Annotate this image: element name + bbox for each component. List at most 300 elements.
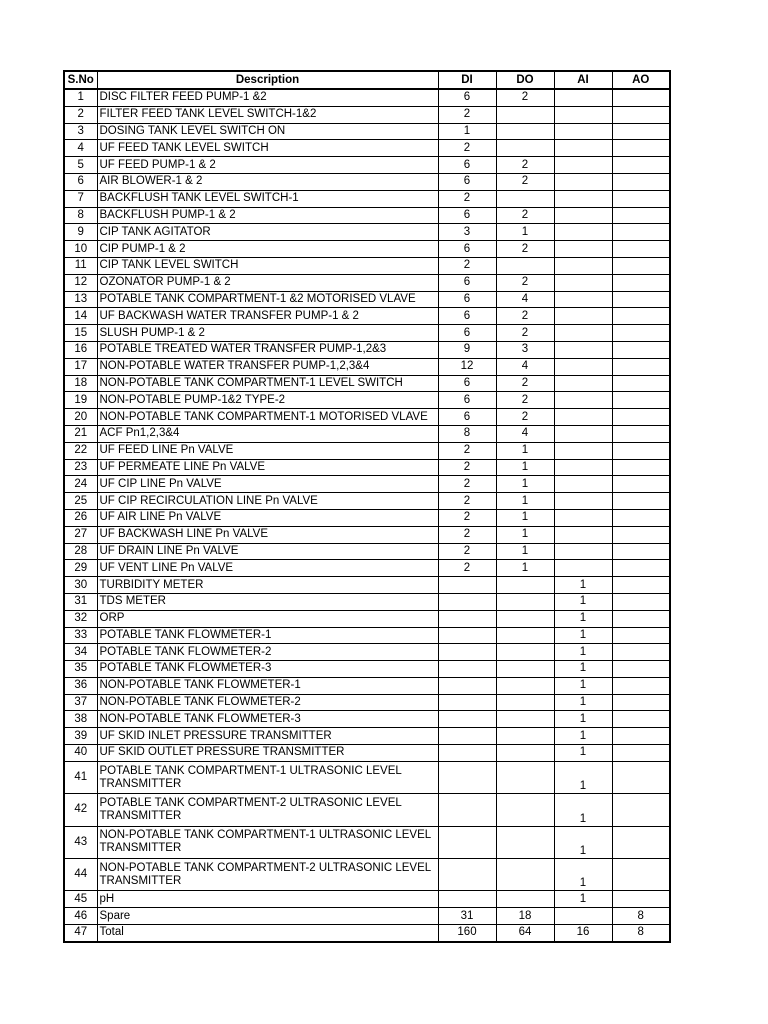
cell-ao: 8 (612, 908, 670, 925)
cell-sno: 35 (64, 661, 97, 678)
cell-description: UF BACKWASH WATER TRANSFER PUMP-1 & 2 (97, 308, 438, 325)
table-row (64, 859, 670, 891)
cell-ai (554, 526, 612, 543)
table-row (64, 610, 670, 627)
cell-ao (612, 157, 670, 174)
cell-di (438, 728, 496, 745)
cell-sno: 16 (64, 341, 97, 358)
cell-sno: 11 (64, 257, 97, 274)
cell-description: NON-POTABLE TANK FLOWMETER-1 (97, 677, 438, 694)
cell-do: 2 (496, 274, 554, 291)
cell-ao (612, 325, 670, 342)
cell-sno: 12 (64, 274, 97, 291)
cell-description: NON-POTABLE TANK COMPARTMENT-2 ULTRASONIC LEVEL TRANSMITTER (97, 859, 438, 891)
cell-ai (554, 560, 612, 577)
cell-do: 1 (496, 509, 554, 526)
cell-sno: 37 (64, 694, 97, 711)
cell-description: Spare (97, 908, 438, 925)
cell-di: 2 (438, 442, 496, 459)
cell-di: 6 (438, 409, 496, 426)
cell-di: 3 (438, 224, 496, 241)
cell-description: UF FEED TANK LEVEL SWITCH (97, 140, 438, 157)
table-row (64, 123, 670, 140)
table-row (64, 694, 670, 711)
cell-sno: 45 (64, 891, 97, 908)
cell-di: 2 (438, 526, 496, 543)
cell-ao (612, 173, 670, 190)
cell-do: 1 (496, 442, 554, 459)
cell-ao (612, 826, 670, 858)
cell-ai (554, 106, 612, 123)
cell-sno: 1 (64, 89, 97, 106)
table-row (64, 375, 670, 392)
cell-ai: 1 (554, 610, 612, 627)
cell-di (438, 794, 496, 826)
table-row (64, 291, 670, 308)
table-row (64, 728, 670, 745)
table-row (64, 274, 670, 291)
cell-sno: 5 (64, 157, 97, 174)
cell-description: POTABLE TANK FLOWMETER-3 (97, 661, 438, 678)
cell-di: 6 (438, 274, 496, 291)
table-row (64, 476, 670, 493)
table-row (64, 257, 670, 274)
cell-description: ORP (97, 610, 438, 627)
cell-di (438, 610, 496, 627)
table-row (64, 745, 670, 762)
cell-ai: 1 (554, 694, 612, 711)
cell-ai (554, 425, 612, 442)
cell-description: UF FEED PUMP-1 & 2 (97, 157, 438, 174)
cell-di: 6 (438, 392, 496, 409)
cell-ai (554, 442, 612, 459)
header-ao: AO (612, 71, 670, 89)
cell-do (496, 610, 554, 627)
table-row (64, 794, 670, 826)
cell-sno: 19 (64, 392, 97, 409)
cell-do: 2 (496, 173, 554, 190)
cell-do: 2 (496, 241, 554, 258)
cell-di: 6 (438, 325, 496, 342)
header-description: Description (97, 71, 438, 89)
cell-di (438, 826, 496, 858)
cell-sno: 33 (64, 627, 97, 644)
cell-do (496, 711, 554, 728)
cell-do (496, 644, 554, 661)
cell-description: NON-POTABLE PUMP-1&2 TYPE-2 (97, 392, 438, 409)
cell-sno: 6 (64, 173, 97, 190)
cell-ao (612, 241, 670, 258)
io-list-table (63, 70, 671, 943)
cell-di (438, 593, 496, 610)
cell-ai (554, 123, 612, 140)
cell-ao (612, 308, 670, 325)
cell-description: UF VENT LINE Pn VALVE (97, 560, 438, 577)
cell-description: NON-POTABLE TANK FLOWMETER-2 (97, 694, 438, 711)
table-row (64, 925, 670, 942)
cell-di: 6 (438, 308, 496, 325)
table-row (64, 711, 670, 728)
cell-description: UF AIR LINE Pn VALVE (97, 509, 438, 526)
cell-ao (612, 476, 670, 493)
cell-ao (612, 761, 670, 793)
cell-description: UF SKID INLET PRESSURE TRANSMITTER (97, 728, 438, 745)
table-row (64, 157, 670, 174)
cell-ai (554, 392, 612, 409)
cell-sno: 13 (64, 291, 97, 308)
cell-ai (554, 157, 612, 174)
table-row (64, 341, 670, 358)
cell-ai: 1 (554, 761, 612, 793)
cell-di: 6 (438, 207, 496, 224)
cell-sno: 26 (64, 509, 97, 526)
cell-description: SLUSH PUMP-1 & 2 (97, 325, 438, 342)
cell-ai (554, 274, 612, 291)
cell-ai (554, 493, 612, 510)
cell-ai: 1 (554, 826, 612, 858)
cell-ao (612, 392, 670, 409)
cell-ao (612, 123, 670, 140)
cell-sno: 23 (64, 459, 97, 476)
cell-sno: 27 (64, 526, 97, 543)
cell-ao (612, 859, 670, 891)
cell-ao (612, 140, 670, 157)
cell-description: TDS METER (97, 593, 438, 610)
cell-ai (554, 908, 612, 925)
cell-di: 160 (438, 925, 496, 942)
cell-description: BACKFLUSH TANK LEVEL SWITCH-1 (97, 190, 438, 207)
cell-sno: 31 (64, 593, 97, 610)
cell-ai (554, 173, 612, 190)
cell-ai: 1 (554, 677, 612, 694)
cell-sno: 42 (64, 794, 97, 826)
cell-do: 4 (496, 358, 554, 375)
cell-description: NON-POTABLE WATER TRANSFER PUMP-1,2,3&4 (97, 358, 438, 375)
cell-di: 2 (438, 476, 496, 493)
cell-do: 1 (496, 560, 554, 577)
cell-description: CIP PUMP-1 & 2 (97, 241, 438, 258)
cell-ao (612, 728, 670, 745)
cell-sno: 14 (64, 308, 97, 325)
cell-di (438, 661, 496, 678)
cell-description: UF CIP RECIRCULATION LINE Pn VALVE (97, 493, 438, 510)
table-row (64, 543, 670, 560)
cell-di: 2 (438, 509, 496, 526)
cell-do: 2 (496, 325, 554, 342)
table-row (64, 224, 670, 241)
cell-do (496, 891, 554, 908)
cell-di: 31 (438, 908, 496, 925)
cell-ao: 8 (612, 925, 670, 942)
cell-di: 2 (438, 106, 496, 123)
cell-di: 2 (438, 560, 496, 577)
table-row (64, 425, 670, 442)
cell-di (438, 761, 496, 793)
cell-ao (612, 644, 670, 661)
cell-di: 6 (438, 173, 496, 190)
cell-sno: 3 (64, 123, 97, 140)
cell-sno: 32 (64, 610, 97, 627)
cell-do (496, 190, 554, 207)
cell-do (496, 826, 554, 858)
cell-ao (612, 106, 670, 123)
cell-di (438, 694, 496, 711)
cell-ai: 1 (554, 728, 612, 745)
cell-sno: 30 (64, 577, 97, 594)
cell-ai: 1 (554, 891, 612, 908)
cell-ai (554, 341, 612, 358)
cell-do: 2 (496, 375, 554, 392)
cell-ai: 1 (554, 593, 612, 610)
cell-ao (612, 661, 670, 678)
header-sno: S.No (64, 71, 97, 89)
cell-description: UF DRAIN LINE Pn VALVE (97, 543, 438, 560)
cell-sno: 38 (64, 711, 97, 728)
cell-di (438, 859, 496, 891)
table-row (64, 207, 670, 224)
cell-ai: 1 (554, 577, 612, 594)
cell-description: CIP TANK AGITATOR (97, 224, 438, 241)
cell-sno: 2 (64, 106, 97, 123)
table-row (64, 526, 670, 543)
cell-ao (612, 627, 670, 644)
cell-description: UF CIP LINE Pn VALVE (97, 476, 438, 493)
table-row (64, 677, 670, 694)
cell-ai (554, 459, 612, 476)
cell-di: 6 (438, 89, 496, 106)
cell-ao (612, 375, 670, 392)
table-row (64, 593, 670, 610)
cell-di: 1 (438, 123, 496, 140)
table-row (64, 493, 670, 510)
cell-description: BACKFLUSH PUMP-1 & 2 (97, 207, 438, 224)
cell-ao (612, 593, 670, 610)
cell-di: 2 (438, 493, 496, 510)
cell-ao (612, 89, 670, 106)
cell-di: 9 (438, 341, 496, 358)
cell-do: 1 (496, 543, 554, 560)
table-row (64, 308, 670, 325)
cell-description: pH (97, 891, 438, 908)
header-ai: AI (554, 71, 612, 89)
cell-di: 2 (438, 543, 496, 560)
cell-di: 6 (438, 157, 496, 174)
cell-di (438, 711, 496, 728)
cell-description: NON-POTABLE TANK COMPARTMENT-1 ULTRASONIC LEVEL TRANSMITTER (97, 826, 438, 858)
cell-do: 1 (496, 224, 554, 241)
cell-ai (554, 476, 612, 493)
cell-do (496, 577, 554, 594)
cell-description: CIP TANK LEVEL SWITCH (97, 257, 438, 274)
table-row (64, 173, 670, 190)
cell-di (438, 644, 496, 661)
cell-description: NON-POTABLE TANK COMPARTMENT-1 LEVEL SWITCH (97, 375, 438, 392)
cell-sno: 21 (64, 425, 97, 442)
table-row (64, 459, 670, 476)
cell-ao (612, 274, 670, 291)
cell-di (438, 891, 496, 908)
cell-do: 2 (496, 409, 554, 426)
cell-ai: 1 (554, 644, 612, 661)
cell-di (438, 745, 496, 762)
cell-ai (554, 224, 612, 241)
cell-do (496, 859, 554, 891)
table-row (64, 89, 670, 106)
cell-di (438, 577, 496, 594)
cell-sno: 8 (64, 207, 97, 224)
cell-ai (554, 89, 612, 106)
cell-ai (554, 308, 612, 325)
table-row (64, 106, 670, 123)
cell-sno: 24 (64, 476, 97, 493)
cell-do (496, 661, 554, 678)
cell-ai (554, 409, 612, 426)
cell-description: POTABLE TANK COMPARTMENT-1 ULTRASONIC LEVEL TRANSMITTER (97, 761, 438, 793)
cell-ai: 1 (554, 627, 612, 644)
table-row (64, 644, 670, 661)
header-do: DO (496, 71, 554, 89)
cell-ai (554, 543, 612, 560)
cell-di (438, 627, 496, 644)
table-row (64, 190, 670, 207)
cell-ai: 16 (554, 925, 612, 942)
cell-ao (612, 358, 670, 375)
cell-di: 6 (438, 241, 496, 258)
table-row (64, 358, 670, 375)
cell-ao (612, 560, 670, 577)
cell-do (496, 677, 554, 694)
table-row (64, 761, 670, 793)
cell-do: 4 (496, 425, 554, 442)
cell-do: 1 (496, 476, 554, 493)
table-body (64, 89, 670, 942)
cell-ao (612, 425, 670, 442)
cell-do (496, 257, 554, 274)
cell-ai (554, 509, 612, 526)
cell-sno: 4 (64, 140, 97, 157)
cell-ai (554, 241, 612, 258)
cell-ai: 1 (554, 745, 612, 762)
cell-sno: 7 (64, 190, 97, 207)
cell-do: 4 (496, 291, 554, 308)
cell-ai (554, 375, 612, 392)
cell-description: DOSING TANK LEVEL SWITCH ON (97, 123, 438, 140)
cell-description: POTABLE TANK FLOWMETER-2 (97, 644, 438, 661)
cell-description: DISC FILTER FEED PUMP-1 &2 (97, 89, 438, 106)
cell-ao (612, 794, 670, 826)
cell-di: 12 (438, 358, 496, 375)
cell-ai (554, 140, 612, 157)
table-row (64, 577, 670, 594)
cell-do: 2 (496, 308, 554, 325)
cell-description: UF SKID OUTLET PRESSURE TRANSMITTER (97, 745, 438, 762)
cell-do: 1 (496, 526, 554, 543)
cell-description: AIR BLOWER-1 & 2 (97, 173, 438, 190)
cell-description: UF FEED LINE Pn VALVE (97, 442, 438, 459)
cell-do (496, 694, 554, 711)
cell-do: 64 (496, 925, 554, 942)
cell-description: NON-POTABLE TANK FLOWMETER-3 (97, 711, 438, 728)
cell-sno: 15 (64, 325, 97, 342)
cell-do (496, 140, 554, 157)
cell-ao (612, 341, 670, 358)
cell-ao (612, 442, 670, 459)
cell-sno: 17 (64, 358, 97, 375)
cell-sno: 28 (64, 543, 97, 560)
cell-ai (554, 358, 612, 375)
table-row (64, 826, 670, 858)
cell-do: 2 (496, 207, 554, 224)
cell-do: 3 (496, 341, 554, 358)
cell-do: 2 (496, 157, 554, 174)
cell-do (496, 593, 554, 610)
cell-ao (612, 257, 670, 274)
cell-sno: 20 (64, 409, 97, 426)
cell-do: 2 (496, 392, 554, 409)
table-row (64, 241, 670, 258)
cell-ai (554, 190, 612, 207)
cell-description: ACF Pn1,2,3&4 (97, 425, 438, 442)
cell-description: POTABLE TREATED WATER TRANSFER PUMP-1,2&3 (97, 341, 438, 358)
cell-sno: 29 (64, 560, 97, 577)
cell-sno: 18 (64, 375, 97, 392)
cell-di: 2 (438, 190, 496, 207)
table-row (64, 325, 670, 342)
cell-ao (612, 891, 670, 908)
cell-sno: 47 (64, 925, 97, 942)
cell-do (496, 123, 554, 140)
cell-do: 18 (496, 908, 554, 925)
cell-do (496, 745, 554, 762)
table-row (64, 409, 670, 426)
cell-di (438, 677, 496, 694)
cell-sno: 36 (64, 677, 97, 694)
cell-sno: 46 (64, 908, 97, 925)
cell-di: 2 (438, 459, 496, 476)
cell-ao (612, 224, 670, 241)
cell-di: 6 (438, 291, 496, 308)
cell-di: 6 (438, 375, 496, 392)
cell-description: Total (97, 925, 438, 942)
cell-do (496, 761, 554, 793)
table-row (64, 627, 670, 644)
table-row (64, 140, 670, 157)
cell-sno: 41 (64, 761, 97, 793)
cell-do: 1 (496, 459, 554, 476)
cell-ai (554, 291, 612, 308)
table-row (64, 661, 670, 678)
cell-sno: 25 (64, 493, 97, 510)
cell-description: NON-POTABLE TANK COMPARTMENT-1 MOTORISED VLAVE (97, 409, 438, 426)
cell-ai: 1 (554, 794, 612, 826)
cell-ao (612, 291, 670, 308)
cell-ao (612, 610, 670, 627)
cell-ai (554, 257, 612, 274)
cell-ao (612, 711, 670, 728)
table-row (64, 908, 670, 925)
cell-description: POTABLE TANK COMPARTMENT-1 &2 MOTORISED VLAVE (97, 291, 438, 308)
cell-sno: 43 (64, 826, 97, 858)
cell-do (496, 106, 554, 123)
table-header (64, 71, 670, 89)
header-di: DI (438, 71, 496, 89)
cell-ao (612, 745, 670, 762)
cell-ao (612, 493, 670, 510)
cell-do (496, 728, 554, 745)
cell-do (496, 794, 554, 826)
cell-di: 2 (438, 140, 496, 157)
cell-ao (612, 409, 670, 426)
